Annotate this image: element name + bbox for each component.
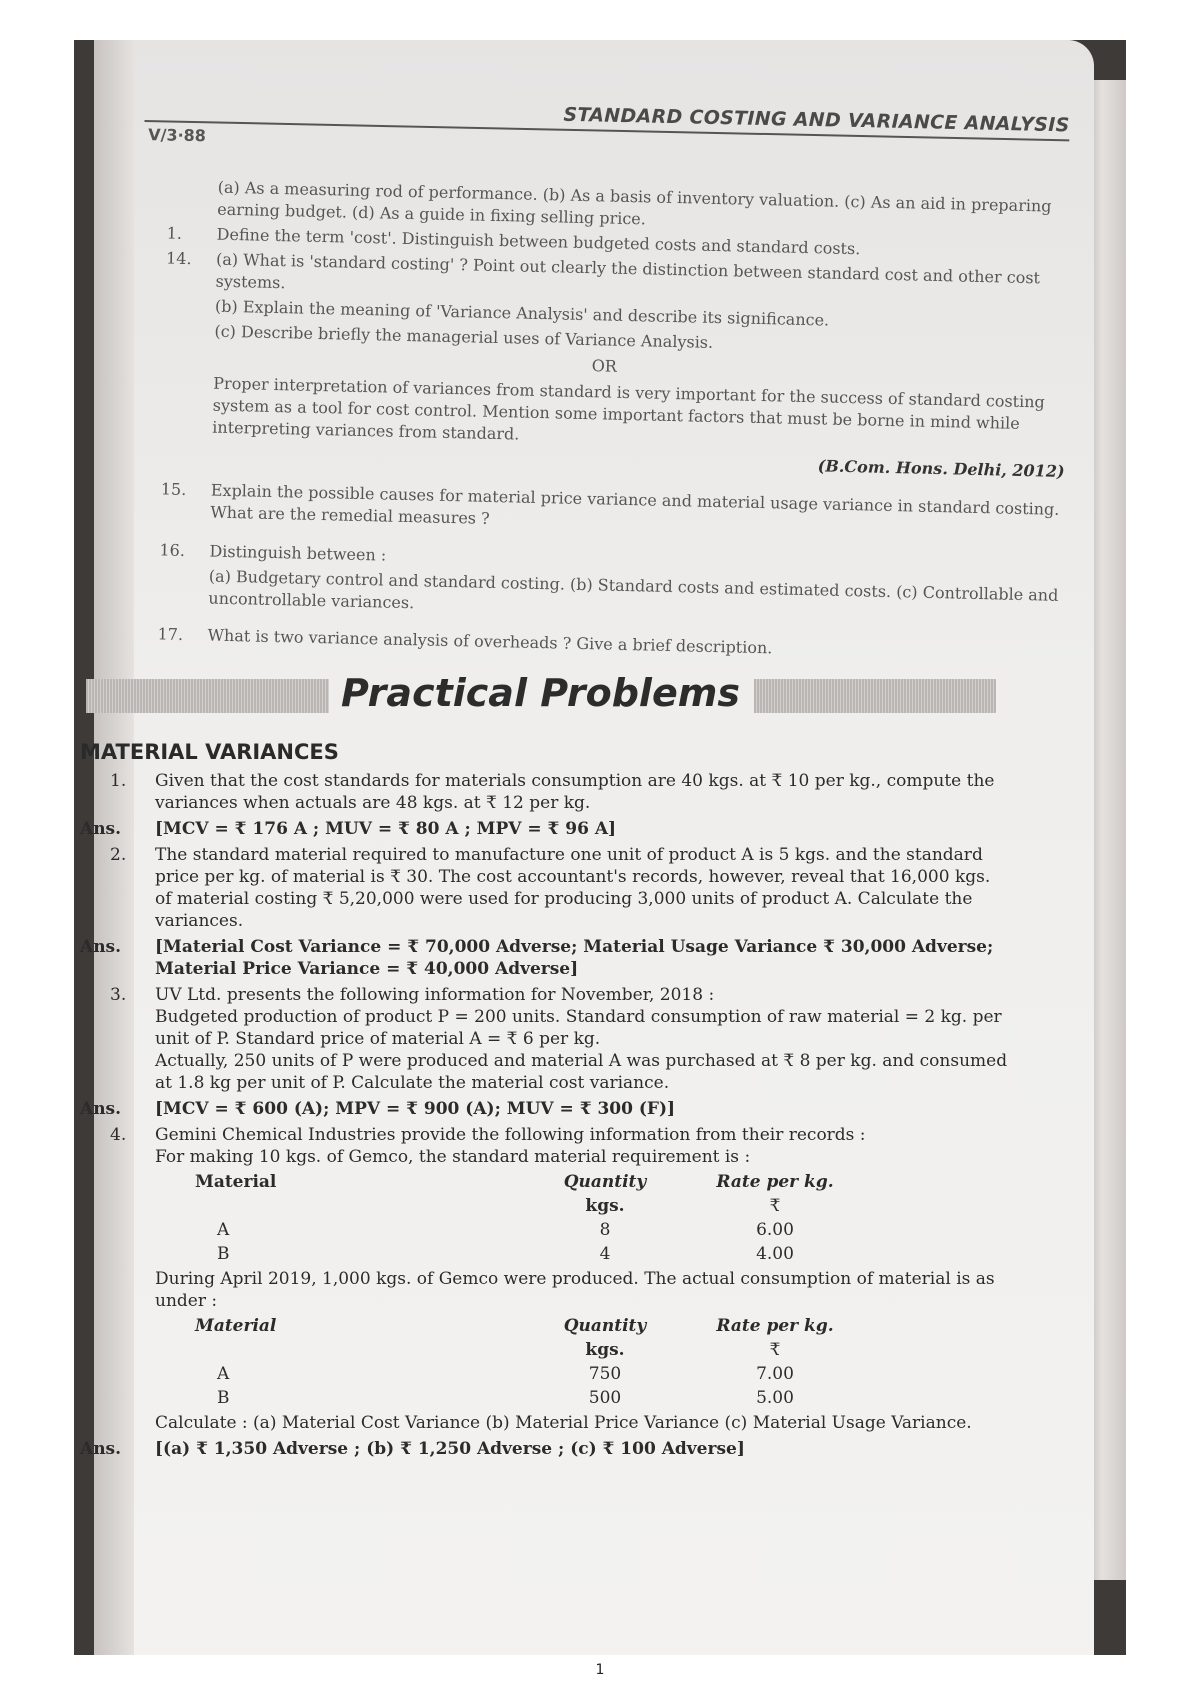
answer-3: Ans. [MCV = ₹ 600 (A); MPV = ₹ 900 (A); MUV = ₹ 300 (F)] (80, 1099, 676, 1119)
question-item: (b) Explain the meaning of 'Variance Analysis' and describe its significance. (214, 296, 830, 330)
exam-citation: (B.Com. Hons. Delhi, 2012) (817, 456, 1065, 481)
answer-1: Ans. [MCV = ₹ 176 A ; MUV = ₹ 80 A ; MPV = ₹ 96 A] (80, 819, 617, 839)
question-item: 16. Distinguish between : (159, 540, 387, 565)
running-title: STANDARD COSTING AND VARIANCE ANALYSIS (563, 103, 1070, 137)
running-head (144, 50, 1070, 149)
answer-4: Ans. [(a) ₹ 1,350 Adverse ; (b) ₹ 1,250 Adverse ; (c) ₹ 100 Adverse] (80, 1439, 745, 1459)
table-cell: 4.00 (756, 1244, 794, 1264)
question-item: 15. Explain the possible causes for material price variance and material usage variance in standard costing. What are the remedial measures ? (160, 479, 1060, 528)
table-cell: B (217, 1388, 230, 1408)
practical-problems-banner (86, 673, 996, 717)
table-cell: 500 (588, 1388, 622, 1408)
table-cell: 4 (599, 1244, 611, 1264)
banner-bar-right (754, 679, 996, 713)
table-cell: 8 (599, 1220, 611, 1240)
question-item: (a) As a measuring rod of performance. (b) As a basis of inventory valuation. (c) As an aid in preparing earning budget. (d) As a guide in fixing selling price. (217, 177, 1052, 229)
problem-3: 3. UV Ltd. presents the following information for November, 2018 : Budgeted production of product P = 200 units. Standard consumption of raw material = 2 kg. per unit of P. Standard price of material A = ₹ 6 per kg. Actually, 250 units of P were produced and material A was purchased at ₹ 8 per kg. and consumed at 1.8 kg per unit of P. Calculate the material cost variance. (110, 985, 1008, 1093)
problem-4: 4. Gemini Chemical Industries provide the following information from their records : For making 10 kgs. of Gemco, the standard material requirement is : Material Quantity Rate per kg. kgs. ₹ A 8 6.00 B 4 4.00 During April 2019, 1,000 kgs. of Gemco were produced. The actual consumption of material is as under : Material Quantity Rate per kg. kgs. ₹ A 750 7.00 B 500 5.00 Calculate : (a) Material Cost Variance (b) Material Price Variance (c) Material Usage Variance. (80, 1124, 1010, 1434)
standard-material-table: Material Quantity Rate per kg. kgs. ₹ A 8 6.00 B 4 4.00 (195, 1170, 1010, 1266)
question-item: 14. (a) What is 'standard costing' ? Point out clearly the distinction between standard cost and other cost systems. (165, 248, 1041, 293)
problem-1: 1. Given that the cost standards for materials consumption are 40 kgs. at ₹ 10 per kg., compute the variances when actuals are 48 kgs. at ₹ 12 per kg. (110, 771, 995, 813)
problem-2: 2. The standard material required to manufacture one unit of product A is 5 kgs. and the standard price per kg. of material is ₹ 30. The cost accountant's records, however, reveal that 16,000 kgs. of material costing ₹ 5,20,000 were used for producing 3,000 units of product A. Calculate the variances. (110, 845, 991, 931)
section-heading: MATERIAL VARIANCES (80, 740, 339, 764)
table-cell: 7.00 (756, 1364, 794, 1384)
review-questions (135, 175, 1070, 669)
question-item: (a) Budgetary control and standard costing. (b) Standard costs and estimated costs. (c) Controllable and uncontrollable variances. (208, 566, 1059, 613)
answer-2: Ans. [Material Cost Variance = ₹ 70,000 Adverse; Material Usage Variance ₹ 30,000 Adverse; Material Price Variance = ₹ 40,000 Adverse] (80, 937, 994, 979)
table-cell: 5.00 (756, 1388, 794, 1408)
question-item: (c) Describe briefly the managerial uses of Variance Analysis. (214, 321, 714, 352)
question-item: 17. What is two variance analysis of overheads ? Give a brief description. (157, 624, 773, 658)
table-cell: B (217, 1244, 230, 1264)
table-cell: A (217, 1364, 230, 1384)
problems-list (80, 770, 1010, 1464)
or-divider: OR (591, 356, 618, 376)
banner-title: Practical Problems (341, 671, 740, 715)
banner-bar-left (86, 679, 329, 713)
actual-material-table: Material Quantity Rate per kg. kgs. ₹ A 750 7.00 B 500 5.00 (195, 1314, 1010, 1410)
question-item: 1. Define the term 'cost'. Distinguish between budgeted costs and standard costs. (166, 223, 861, 259)
table-cell: 6.00 (756, 1220, 794, 1240)
question-item: Proper interpretation of variances from standard is very important for the success of standard costing system as a tool for cost control. Mention some important factors that must be borne in mind while interpreting variances from standard. (212, 373, 1045, 444)
table-cell: A (217, 1220, 230, 1240)
page-number: 1 (595, 1662, 605, 1678)
folio: V/3·88 (148, 125, 207, 146)
table-cell: 750 (588, 1364, 622, 1384)
